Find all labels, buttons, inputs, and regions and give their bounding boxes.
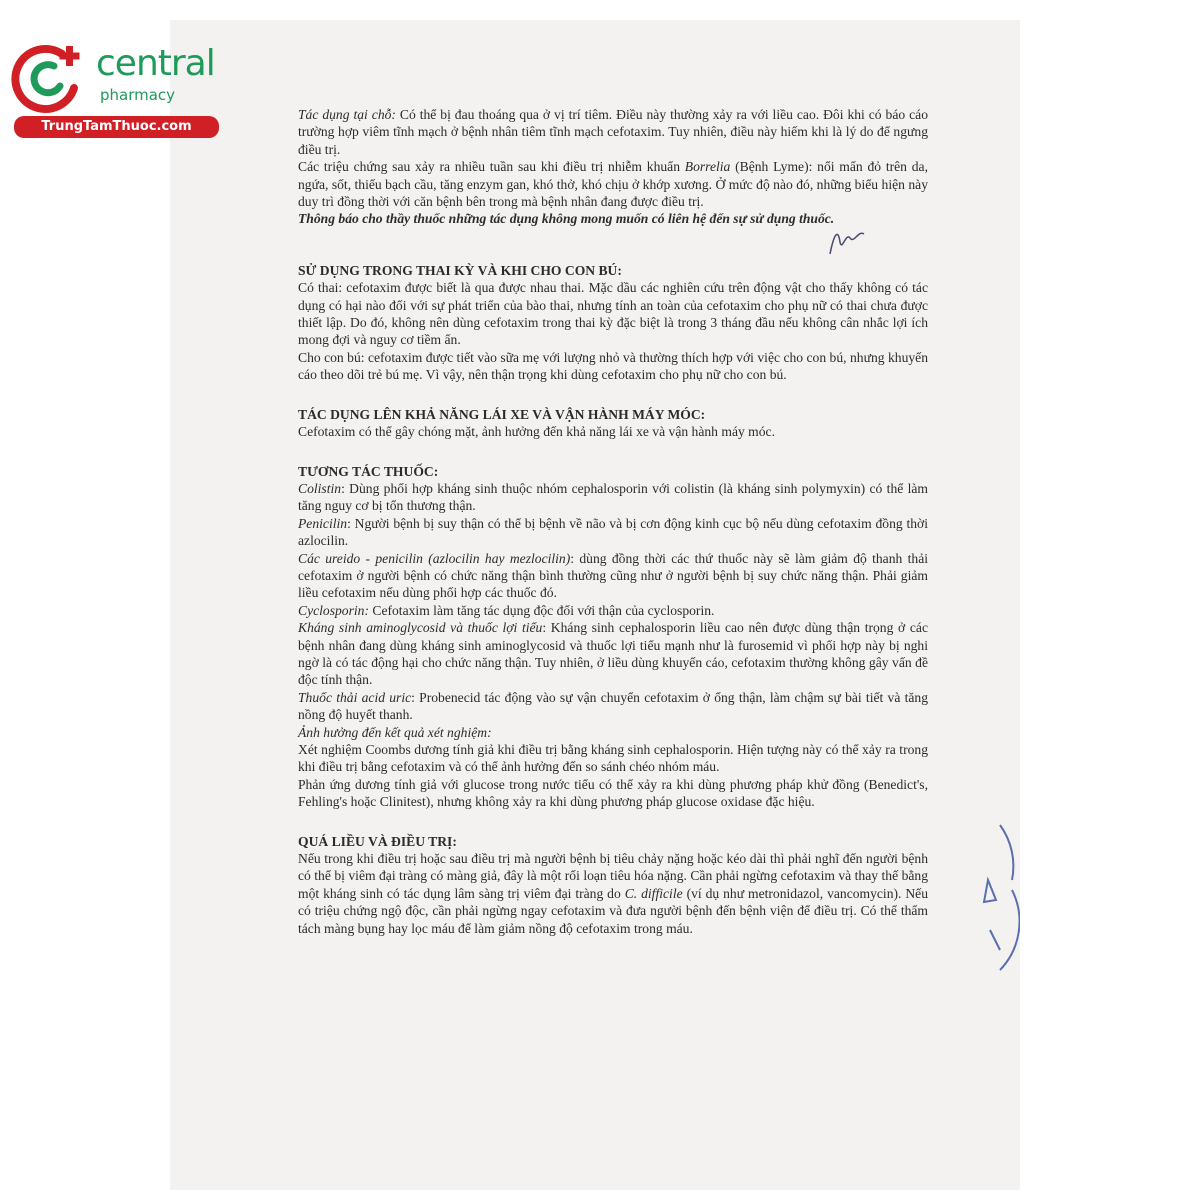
overdose-paragraph bbox=[298, 850, 928, 937]
local-effects-paragraph bbox=[298, 106, 928, 158]
penicilin-paragraph bbox=[298, 515, 928, 550]
brand-logo[interactable] bbox=[10, 38, 215, 138]
uric-acid-text: : Probenecid tác động vào sự vận chuyển cefotaxim ở ống thận, làm chậm sự bài tiết và tăng nồng độ huyết thanh. bbox=[298, 689, 928, 723]
cyclosporin-text: Cefotaxim làm tăng tác dụng độc đối với thận của cyclosporin. bbox=[368, 602, 715, 618]
penicilin-lead: Penicilin bbox=[298, 515, 348, 531]
ureido-lead: Các ureido - penicilin (azlocilin hay mezlocilin) bbox=[298, 550, 571, 566]
interactions-heading: TƯƠNG TÁC THUỐC: bbox=[298, 463, 439, 479]
ureido-paragraph bbox=[298, 550, 928, 602]
penicilin-text: : Người bệnh bị suy thận có thể bị bệnh về não và bị cơn động kinh cục bộ nếu dùng cefotaxim đồng thời azlocilin. bbox=[298, 515, 928, 549]
driving-heading: TÁC DỤNG LÊN KHẢ NĂNG LÁI XE VÀ VẬN HÀNH MÁY MÓC: bbox=[298, 406, 706, 422]
stamp-mark bbox=[960, 820, 1020, 980]
colistin-paragraph bbox=[298, 480, 928, 515]
colistin-lead: Colistin bbox=[298, 480, 342, 496]
colistin-text: : Dùng phối hợp kháng sinh thuộc nhóm cephalosporin với colistin (là kháng sinh polymyxin) có thể làm tăng nguy cơ bị tổn thương thận. bbox=[298, 480, 928, 514]
signature-mark bbox=[820, 224, 870, 260]
brand-subtitle: pharmacy bbox=[100, 86, 176, 104]
glucose-paragraph: Phản ứng dương tính giả với glucose trong nước tiểu có thể xảy ra khi dùng phương pháp khử đồng (Benedict's, Fehling's hoặc Clinitest), nhưng không xảy ra khi dùng phương pháp glucose oxidase đặc hiệu. bbox=[298, 776, 928, 810]
brand-website[interactable]: TrungTamThuoc.com bbox=[14, 116, 219, 138]
uric-acid-paragraph bbox=[298, 689, 928, 724]
cyclosporin-paragraph bbox=[298, 602, 928, 619]
aminoglycosid-lead: Kháng sinh aminoglycosid và thuốc lợi tiểu bbox=[298, 620, 543, 636]
pregnancy-heading: SỬ DỤNG TRONG THAI KỲ VÀ KHI CHO CON BÚ: bbox=[298, 262, 622, 278]
driving-paragraph: Cefotaxim có thể gây chóng mặt, ảnh hưởng đến khả năng lái xe và vận hành máy móc. bbox=[298, 424, 775, 440]
cyclosporin-lead: Cyclosporin: bbox=[298, 602, 369, 618]
overdose-italic: C. difficile bbox=[624, 885, 683, 901]
overdose-heading: QUÁ LIỀU VÀ ĐIỀU TRỊ: bbox=[298, 833, 457, 849]
lyme-paragraph bbox=[298, 158, 928, 210]
lyme-text-a: Các triệu chứng sau xảy ra nhiều tuần sau khi điều trị nhiễm khuẩn bbox=[298, 159, 685, 175]
ureido-text: : dùng đồng thời các thứ thuốc này sẽ làm giảm độ thanh thải cefotaxim ở người bệnh có chức năng thận bình thường cũng như ở người bệnh bị suy chức năng thận. Phải giảm liều cefotaxim nếu dùng phối hợp các thuốc đó. bbox=[298, 550, 929, 601]
pharmacy-cross-icon bbox=[10, 38, 90, 118]
adverse-effects-notice: Thông báo cho thầy thuốc những tác dụng không mong muốn có liên hệ đến sự sử dụng thuốc. bbox=[298, 211, 835, 227]
breastfeeding-paragraph: Cho con bú: cefotaxim được tiết vào sữa mẹ với lượng nhỏ và thường thích hợp với việc cho con bú, nhưng khuyến cáo theo dõi trẻ bú mẹ. Vì vậy, nên thận trọng khi dùng cefotaxim cho phụ nữ cho con bú. bbox=[298, 349, 928, 383]
overdose-text-a: Nếu trong khi điều trị hoặc sau điều trị mà người bệnh bị tiêu chảy nặng hoặc kéo dài thì phải nghĩ đến người bệnh có thể bị viêm đại tràng có màng giả, đây là một rối loạn tiêu hóa nặng. Cần phải ngừng cefotaxim và thay thế bằng một kháng sinh có tác dụng lâm sàng trị viêm đại tràng do bbox=[298, 851, 928, 901]
coombs-paragraph: Xét nghiệm Coombs dương tính giả khi điều trị bằng kháng sinh cephalosporin. Hiện tượng này có thể xảy ra trong khi điều trị bằng cefotaxim và có thể ảnh hưởng đến so sánh chéo nhóm máu. bbox=[298, 742, 928, 775]
lab-results-lead: Ảnh hưởng đến kết quả xét nghiệm: bbox=[298, 724, 492, 740]
lyme-text-b: (Bệnh Lyme): nổi mẩn đỏ trên da, ngứa, sốt, thiếu bạch cầu, tăng enzym gan, khó thở, khó chịu ở khớp xương. Ở mức độ nào đó, những biểu hiện này duy trì đồng thời với căn bệnh bên trong mà bệnh nhân đang được điều trị. bbox=[298, 159, 928, 210]
brand-name: central bbox=[96, 43, 215, 84]
local-effects-lead: Tác dụng tại chỗ: bbox=[298, 107, 396, 122]
overdose-text-b: (ví dụ như metronidazol, vancomycin). Nếu có triệu chứng ngộ độc, cần phải ngừng ngay cefotaxim và đưa người bệnh đến bệnh viện để điều trị. Có thể thẩm tách màng bụng hay lọc máu để làm giảm nồng độ cefotaxim trong máu. bbox=[298, 885, 929, 936]
aminoglycosid-paragraph bbox=[298, 619, 928, 689]
local-effects-text: Có thể bị đau thoáng qua ở vị trí tiêm. Điều này thường xảy ra với liều cao. Đôi khi có báo cáo trường hợp viêm tĩnh mạch ở bệnh nhân tiêm tĩnh mạch cefotaxim. Tuy nhiên, điều này hiếm khi là lý do để ngưng điều trị. bbox=[298, 107, 929, 157]
lyme-italic: Borrelia bbox=[684, 159, 731, 175]
uric-acid-lead: Thuốc thải acid uric bbox=[298, 689, 412, 705]
aminoglycosid-text: : Kháng sinh cephalosporin liều cao nên được dùng thận trọng ở các bệnh nhân đang dùng kháng sinh aminoglycosid và thuốc lợi tiểu mạnh như là furosemid vì phối hợp này bị nghi ngờ là có tác động hại cho chức năng thận. Tuy nhiên, ở liều dùng khuyến cáo, cefotaxim thường không gây vấn đề độc tính thận. bbox=[298, 620, 928, 688]
pregnancy-paragraph: Có thai: cefotaxim được biết là qua được nhau thai. Mặc dầu các nghiên cứu trên động vật cho thấy không có tác dụng có hại nào đối với sự phát triển của bào thai, nhưng tính an toàn của cefotaxim cho phụ nữ có thai chưa được thiết lập. Do đó, không nên dùng cefotaxim trong thai kỳ đặc biệt là trong 3 tháng đầu nếu không cân nhắc lợi ích mong đợi và nguy cơ tiềm ẩn. bbox=[298, 280, 928, 348]
